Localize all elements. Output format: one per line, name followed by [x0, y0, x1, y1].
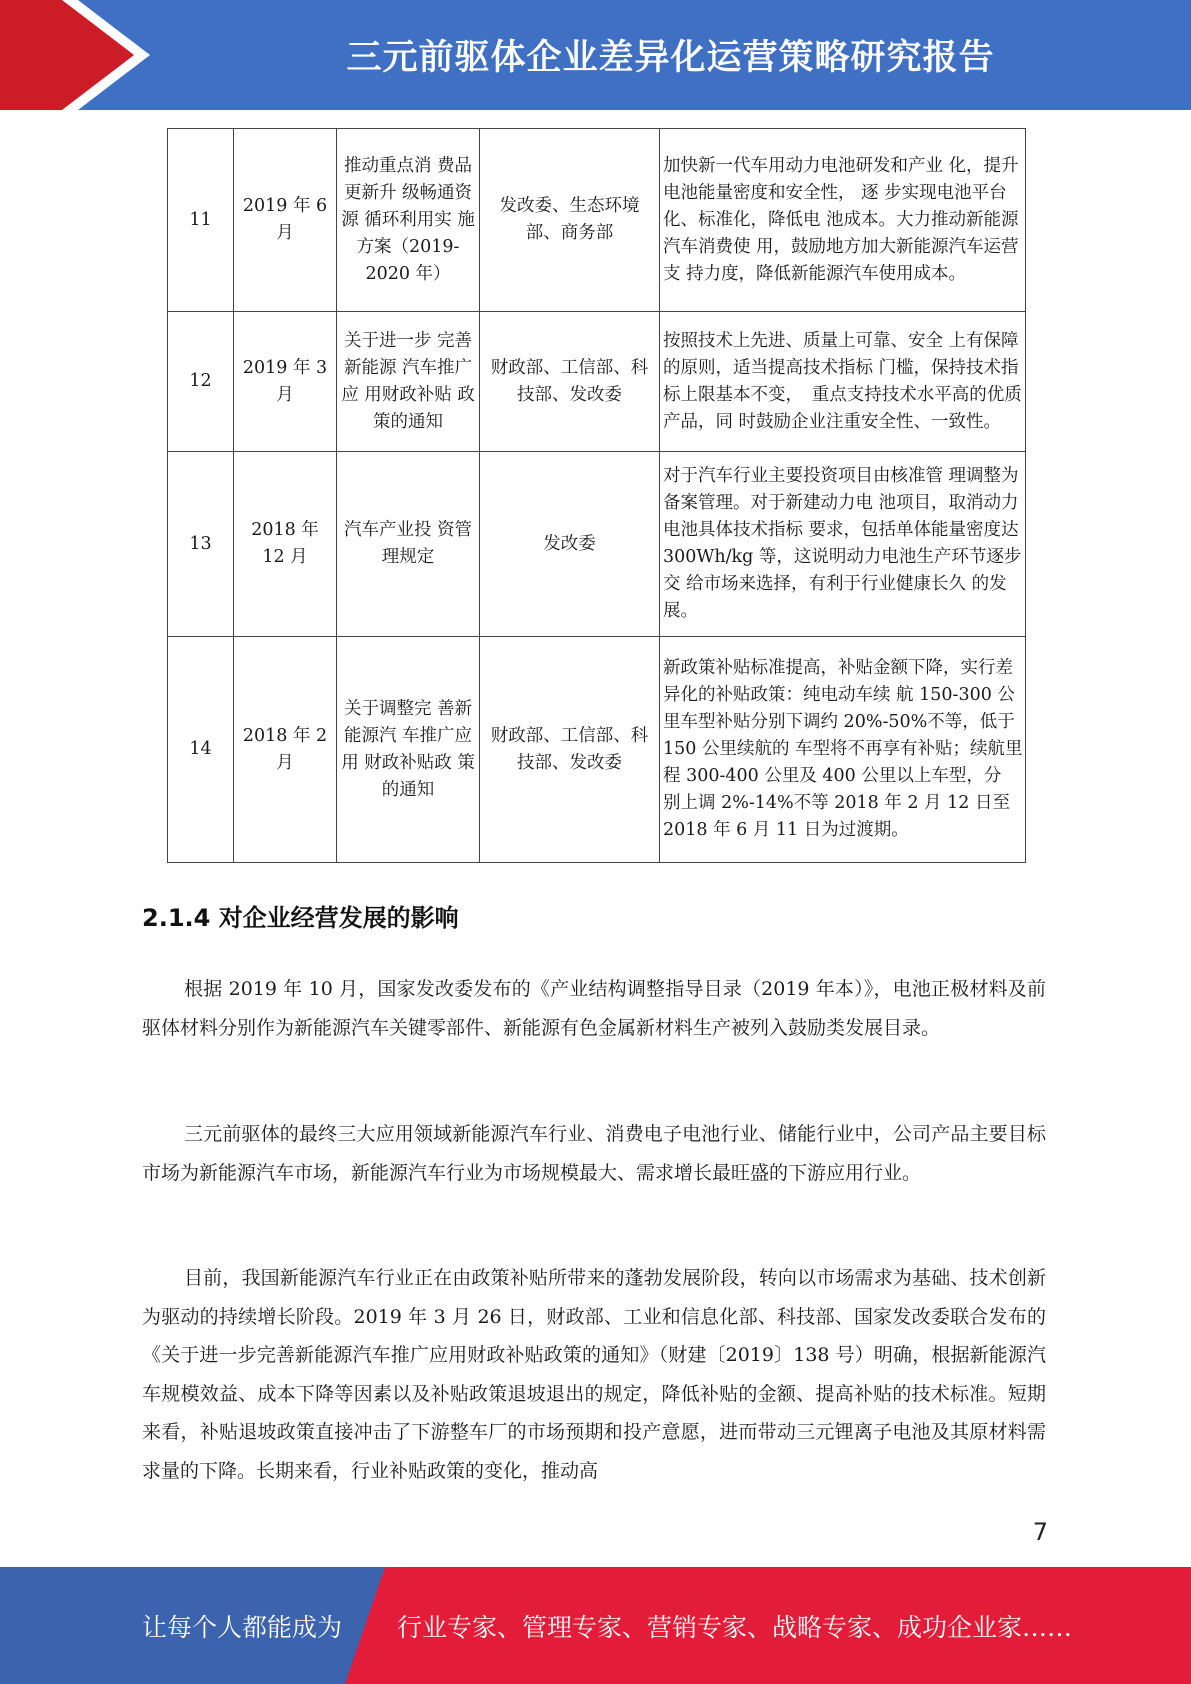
footer-slogan-left: 让每个人都能成为: [142, 1612, 343, 1642]
policy-name: 推动重点消 费品更新升 级畅通资源 循环利用实 施方案（2019-2020 年）: [337, 129, 480, 312]
row-number: 11: [168, 129, 234, 312]
footer-slogan-right: 行业专家、管理专家、营销专家、战略专家、成功企业家……: [397, 1612, 1073, 1642]
policy-table: [167, 128, 1026, 863]
page-footer: [0, 1567, 1191, 1684]
issuing-department: 财政部、工信部、科技部、发改委: [480, 312, 660, 452]
report-title: 三元前驱体企业差异化运营策略研究报告: [346, 38, 995, 78]
row-date: 2019 年 6 月: [234, 129, 337, 312]
table-row: [168, 452, 1026, 637]
policy-content: 新政策补贴标准提高，补贴金额下降，实行差异化的补贴政策：纯电动车续 航 150-300 公里车型补贴分别下调约 20%-50%不等，低于 150 公里续航的 车型将不再享有补贴；续航里程 300-400 公里及 400 公里以上车型，分 别上调 2%-14%不等 2018 年 2 月 12 日至 2018 年 6 月 11 日为过渡期。: [660, 637, 1026, 863]
body-paragraph: 三元前驱体的最终三大应用领域新能源汽车行业、消费电子电池行业、储能行业中，公司产品主要目标市场为新能源汽车市场，新能源汽车行业为市场规模最大、需求增长最旺盛的下游应用行业。: [142, 1123, 1046, 1184]
row-number: 12: [168, 312, 234, 452]
policy-name: 关于调整完 善新能源汽 车推广应用 财政补贴政 策的通知: [337, 637, 480, 863]
row-number: 13: [168, 452, 234, 637]
page-header: [0, 0, 1191, 110]
policy-name: 汽车产业投 资管理规定: [337, 452, 480, 637]
issuing-department: 财政部、工信部、科技部、发改委: [480, 637, 660, 863]
policy-name: 关于进一步 完善新能源 汽车推广应 用财政补贴 政策的通知: [337, 312, 480, 452]
policy-content: 对于汽车行业主要投资项目由核准管 理调整为备案管理。对于新建动力电 池项目，取消动力电池具体技术指标 要求，包括单体能量密度达 300Wh/kg 等，这说明动力电池生产环节逐步交 给市场来选择，有利于行业健康长久 的发展。: [660, 452, 1026, 637]
row-date: 2018 年 2 月: [234, 637, 337, 863]
body-paragraph: 目前，我国新能源汽车行业正在由政策补贴所带来的蓬勃发展阶段，转向以市场需求为基础、技术创新为驱动的持续增长阶段。2019 年 3 月 26 日，财政部、工业和信息化部、科技部、国家发改委联合发布的《关于进一步完善新能源汽车推广应用财政补贴政策的通知》（财建〔2019〕138 号）明确，根据新能源汽车规模效益、成本下降等因素以及补贴政策退坡退出的规定，降低补贴的金额、提高补贴的技术标准。短期来看，补贴退坡政策直接冲击了下游整车厂的市场预期和投产意愿，进而带动三元锂离子电池及其原材料需求量的下降。长期来看，行业补贴政策的变化，推动高: [142, 1267, 1046, 1482]
table-row: [168, 637, 1026, 863]
section-heading: 2.1.4 对企业经营发展的影响: [142, 904, 459, 932]
issuing-department: 发改委: [480, 452, 660, 637]
table-row: [168, 129, 1026, 312]
policy-content: 按照技术上先进、质量上可靠、安全 上有保障的原则，适当提高技术指标 门槛，保持技术指标上限基本不变， 重点支持技术水平高的优质产品，同 时鼓励企业注重安全性、一致性。: [660, 312, 1026, 452]
body-paragraph: 根据 2019 年 10 月，国家发改委发布的《产业结构调整指导目录（2019 年本）》，电池正极材料及前驱体材料分别作为新能源汽车关键零部件、新能源有色金属新材料生产被列入鼓励类发展目录。: [142, 978, 1046, 1039]
policy-content: 加快新一代车用动力电池研发和产业 化，提升电池能量密度和安全性， 逐 步实现电池平台化、标准化，降低电 池成本。大力推动新能源汽车消费使 用，鼓励地方加大新能源汽车运营支 持力度，降低新能源汽车使用成本。: [660, 129, 1026, 312]
issuing-department: 发改委、生态环境部、商务部: [480, 129, 660, 312]
page-number: 7: [1032, 1518, 1048, 1546]
row-date: 2018 年 12 月: [234, 452, 337, 637]
header-chevron-decoration: [0, 0, 160, 110]
table-row: [168, 312, 1026, 452]
row-number: 14: [168, 637, 234, 863]
row-date: 2019 年 3 月: [234, 312, 337, 452]
